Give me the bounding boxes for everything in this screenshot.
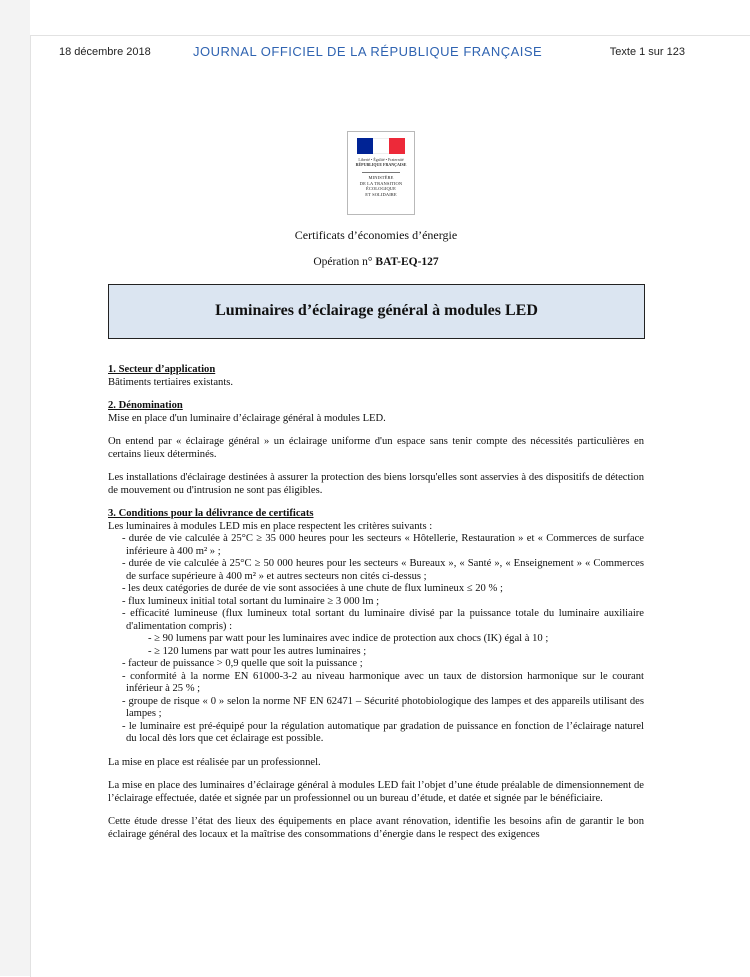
document-body <box>108 364 644 841</box>
criteria-item: - facteur de puissance > 0,9 quelle que soit la puissance ; <box>122 658 363 669</box>
criteria-item: - flux lumineux initial total sortant du luminaire ≥ 3 000 lm ; <box>122 595 380 607</box>
criteria-item: - groupe de risque « 0 » selon la norme NF EN 62471 – Sécurité photobiologique des lampes et des appareils utilisant des lampes ; <box>122 695 644 719</box>
section-1-text: Bâtiments tertiaires existants. <box>108 376 234 388</box>
operation-number <box>31 256 721 268</box>
section-2-paragraph: Les installations d'éclairage destinées à assurer la protection des biens lorsqu'elles sont asservies à des dispositifs de détection de mouvement ou d'intrusion ne sont pas éligibles. <box>108 472 644 496</box>
section-heading-1: 1. Secteur d’application <box>108 364 216 375</box>
section-3-paragraph: Cette étude dresse l’état des lieux des équipements en place avant rénovation, identifie les besoins afin de garantir le bon éclairage général des locaux et la maîtrise des consommations d’énergie dans le respect des exigences <box>108 816 644 840</box>
criteria-item: - efficacité lumineuse (flux lumineux total sortant du luminaire divisé par la puissance totale du luminaire auxiliaire d'alimentation compris) : <box>122 608 644 632</box>
section-2-paragraph: Mise en place d'un luminaire d’éclairage général à modules LED. <box>108 412 386 424</box>
criteria-item: - durée de vie calculée à 25°C ≥ 35 000 heures pour les secteurs « Hôtellerie, Restauration » et « Commerces de surface inférieure à 400 m² » ; <box>122 533 644 557</box>
section-3-paragraph: La mise en place est réalisée par un professionnel. <box>108 756 321 768</box>
document-title: Luminaires d’éclairage général à modules LED <box>215 302 538 319</box>
criteria-item: - le luminaire est pré-équipé pour la régulation automatique par gradation de puissance en fonction de l’éclairage naturel du local dès lors que cet éclairage est possible. <box>122 720 644 744</box>
criteria-item: - les deux catégories de durée de vie sont associées à une chute de flux lumineux ≤ 20 % ; <box>122 583 503 594</box>
header-text-counter: Texte 1 sur 123 <box>609 46 685 58</box>
document-category: Certificats d’économies d’énergie <box>294 228 458 242</box>
logo-ministry-name: MINISTÈRE DE LA TRANSITION ÉCOLOGIQUE ET SOLIDAIRE <box>359 175 403 197</box>
ministry-logo <box>347 131 415 215</box>
header-date: 18 décembre 2018 <box>59 46 151 58</box>
criteria-subitem: - ≥ 90 lumens par watt pour les luminaires avec indice de protection aux chocs (IK) égal à 10 ; <box>148 633 549 644</box>
page-header <box>31 36 750 68</box>
operation-label: Opération n° <box>313 256 373 268</box>
viewer-margin <box>0 0 30 976</box>
criteria-item: - conformité à la norme EN 61000-3-2 au niveau harmonique avec un taux de distorsion harmonique sur le courant inférieur à 25 % ; <box>122 670 644 694</box>
criteria-subitem: - ≥ 120 lumens par watt pour les autres luminaires ; <box>148 645 367 657</box>
logo-motto: Liberté • Égalité • Fraternité RÉPUBLIQUE FRANÇAISE <box>355 157 407 167</box>
section-heading-2: 2. Dénomination <box>108 400 183 411</box>
french-flag-icon <box>357 138 405 154</box>
section-heading-3: 3. Conditions pour la délivrance de certificats <box>108 508 314 519</box>
header-journal-title: JOURNAL OFFICIEL DE LA RÉPUBLIQUE FRANÇAISE <box>193 44 543 59</box>
criteria-item: - durée de vie calculée à 25°C ≥ 50 000 heures pour les secteurs « Bureaux », « Santé », « Enseignement » « Commerces de surface supérieure à 400 m² » et autres secteurs non cités ci-dessus ; <box>122 558 644 582</box>
section-2-paragraph: On entend par « éclairage général » un éclairage uniforme d'un espace sans tenir compte des nécessités particulières en certains lieux déterminés. <box>108 436 644 460</box>
criteria-intro: Les luminaires à modules LED mis en place respectent les critères suivants : <box>108 520 433 532</box>
document-page <box>30 35 750 977</box>
logo-divider <box>362 172 400 173</box>
section-3-paragraph: La mise en place des luminaires d’éclairage général à modules LED fait l’objet d’une étude préalable de dimensionnement de l’éclairage effectuée, datée et signée par un professionnel ou un bureau d’étude, et datée et signée par le bénéficiaire. <box>108 780 644 804</box>
title-box <box>108 284 645 339</box>
operation-code: BAT-EQ-127 <box>375 256 439 268</box>
